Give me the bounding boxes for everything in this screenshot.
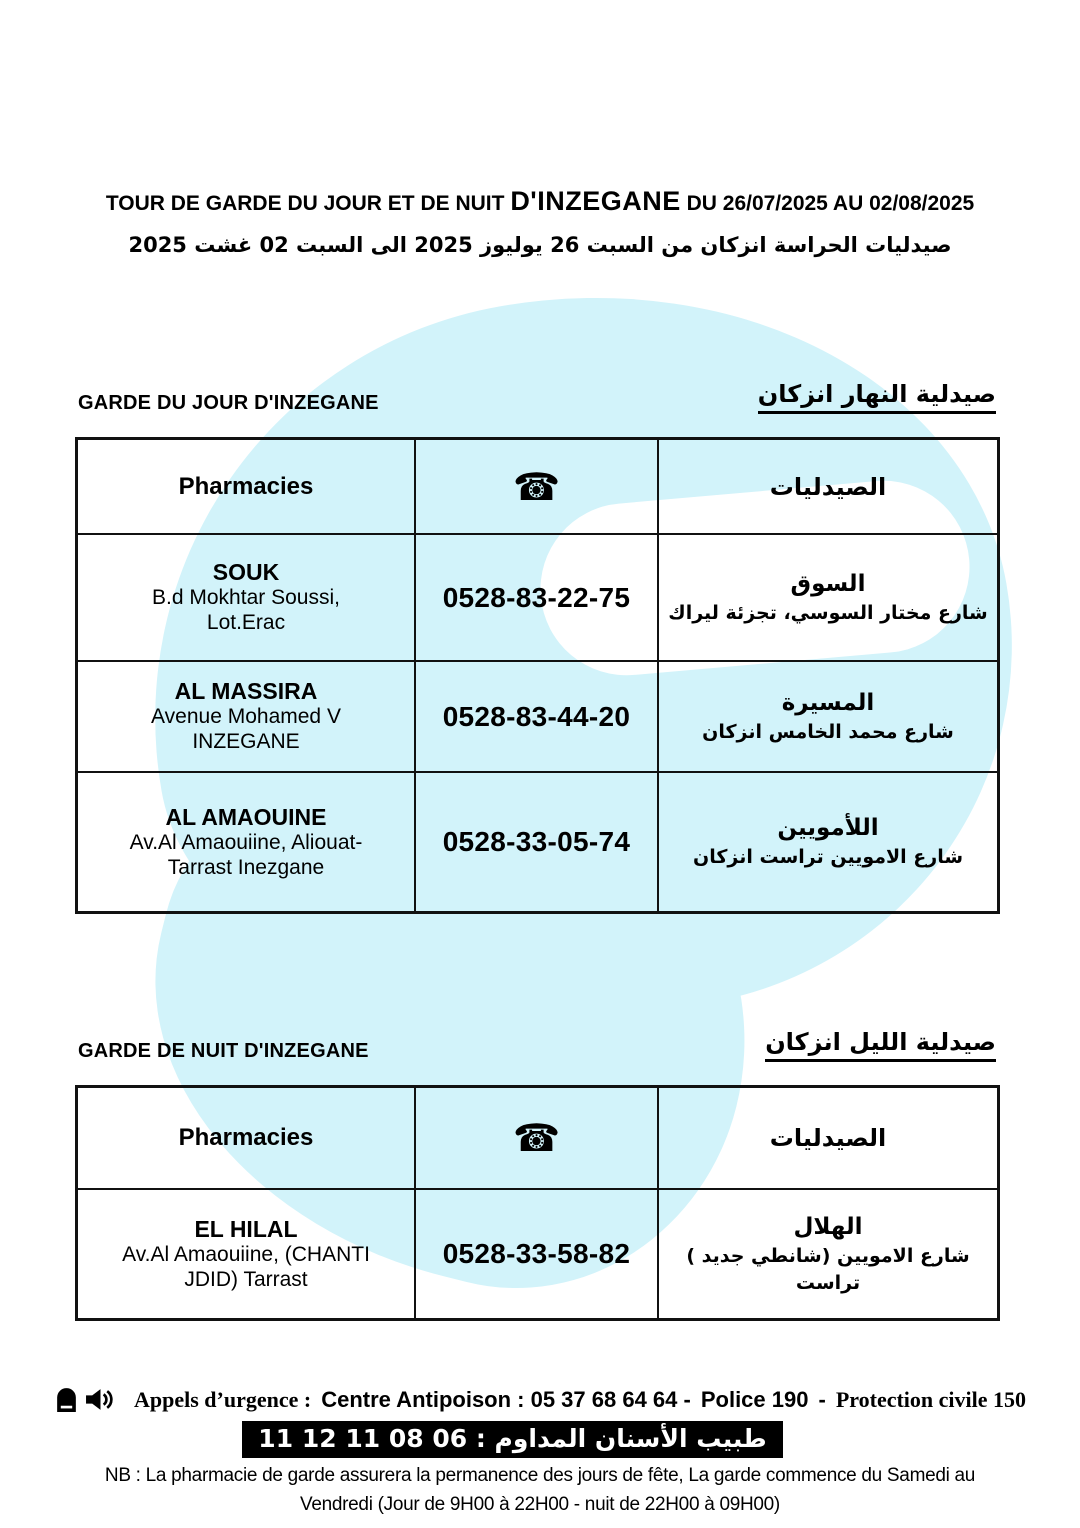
night-section-heading-ar: صيدلية الليل انزكان [765, 1028, 996, 1062]
emergency-label: Appels d’urgence : [133, 1386, 312, 1412]
telephone-icon: ☎ [512, 1116, 561, 1160]
pharmacy-name: EL HILAL [194, 1215, 298, 1242]
night-col-header-phone [414, 1088, 657, 1188]
night-col-header-pharmacies-ar: الصيدليات [657, 1088, 997, 1188]
nb-line-2: Vendredi (Jour de 9H00 à 22H00 - nuit de 22H00 à 09H00) [300, 1493, 780, 1515]
table-row-pharmacy-ar [657, 533, 997, 660]
pharmacy-name-ar: اللأمويين [777, 815, 879, 842]
night-col-header-pharmacies: Pharmacies [178, 1124, 314, 1151]
pharmacy-address-ar: شارع مختار السوسي، تجزئة ليراك [668, 601, 988, 624]
table-row-pharmacy-name [78, 660, 414, 771]
pharmacy-name: AL AMAOUINE [165, 803, 327, 830]
day-col-header-pharmacies-ar: الصيدليات [657, 440, 997, 533]
title-prefix: TOUR DE GARDE DU JOUR ET DE NUIT [105, 192, 505, 215]
pharmacy-address-line: JDID) Tarrast [184, 1267, 308, 1291]
day-col-header-pharmacies: Pharmacies [178, 472, 314, 500]
table-row-pharmacy-name [78, 533, 414, 660]
table-row-pharmacy-ar [657, 771, 997, 911]
pharmacy-phone: 0528-33-05-74 [442, 826, 631, 857]
table-row-phone [414, 533, 657, 660]
day-section-heading-ar: صيدلية النهار انزكان [758, 380, 996, 414]
pharmacy-address-ar: شارع محمد الخامس انزكان [702, 720, 954, 743]
pharmacy-address-line: Avenue Mohamed V [151, 705, 341, 729]
dentist-on-call-bar: طبيب الأسنان المداوم : 06 08 11 12 11 [242, 1421, 782, 1458]
title-city: D'INZEGANE [510, 186, 681, 216]
telephone-icon: ☎ [512, 464, 561, 509]
pharmacy-name: SOUK [212, 559, 280, 586]
antipoison-number: Centre Antipoison : 05 37 68 64 64 - [321, 1386, 691, 1412]
pharmacy-phone: 0528-83-22-75 [442, 581, 631, 613]
pharmacy-address-line: B.d Mokhtar Soussi, [152, 586, 340, 610]
pharmacy-address-line: Lot.Erac [206, 611, 286, 635]
day-col-header-phone [414, 440, 657, 533]
pharmacy-address-ar: شارع الامويين (شانطي جديد ) [686, 1244, 970, 1267]
pharmacy-address-line: Tarrast Inezgane [167, 855, 325, 879]
pharmacy-address-line: INZEGANE [192, 730, 300, 754]
table-row-phone [414, 771, 657, 911]
pharmacy-address-line: Av.Al Amaouiine, Aliouat- [129, 830, 363, 854]
page-subtitle-arabic: صيدليات الحراسة انزكان من السبت 26 يوليوز 2025 الى السبت 02 غشت 2025 [128, 233, 952, 257]
telephone-icon [54, 1386, 79, 1413]
pharmacy-name: AL MASSIRA [174, 678, 318, 705]
table-row-pharmacy-name [78, 771, 414, 911]
table-row-phone [414, 660, 657, 771]
table-row-pharmacy-ar [657, 1188, 997, 1318]
speaker-icon [85, 1386, 116, 1413]
pharmacy-name-ar: السوق [790, 570, 866, 597]
night-section-heading-fr: GARDE DE NUIT D'INZEGANE [78, 1040, 369, 1062]
night-table [75, 1085, 1000, 1321]
dentist-on-call-bar-wrap [0, 1421, 1080, 1458]
separator-dash: - [818, 1386, 826, 1412]
police-number: Police 190 [700, 1386, 809, 1412]
nb-line-1: NB : La pharmacie de garde assurera la permanence des jours de fête, La garde commence du Samedi au [104, 1465, 976, 1486]
civil-protection-number: Protection civile 150 [835, 1386, 1027, 1412]
table-row-pharmacy-name [78, 1188, 414, 1318]
table-row-pharmacy-ar [657, 660, 997, 771]
nota-bene [0, 1462, 1080, 1519]
page-title [0, 186, 1080, 217]
pharmacy-address-ar: تراست [795, 1271, 861, 1294]
pharmacy-phone: 0528-83-44-20 [442, 700, 631, 732]
day-section-heading-fr: GARDE DU JOUR D'INZEGANE [78, 392, 379, 414]
pharmacy-name-ar: المسيرة [781, 689, 875, 716]
pharmacy-phone: 0528-33-58-82 [442, 1238, 631, 1269]
emergency-contacts-line [0, 1386, 1080, 1413]
title-date-range: DU 26/07/2025 AU 02/08/2025 [686, 192, 975, 215]
pharmacy-address-ar: شارع الامويين تراست انزكان [692, 846, 964, 869]
pharmacy-name-ar: الهلال [793, 1213, 863, 1240]
day-table [75, 437, 1000, 914]
pharmacy-address-line: Av.Al Amaouiine, (CHANTI [122, 1242, 370, 1266]
table-row-phone [414, 1188, 657, 1318]
